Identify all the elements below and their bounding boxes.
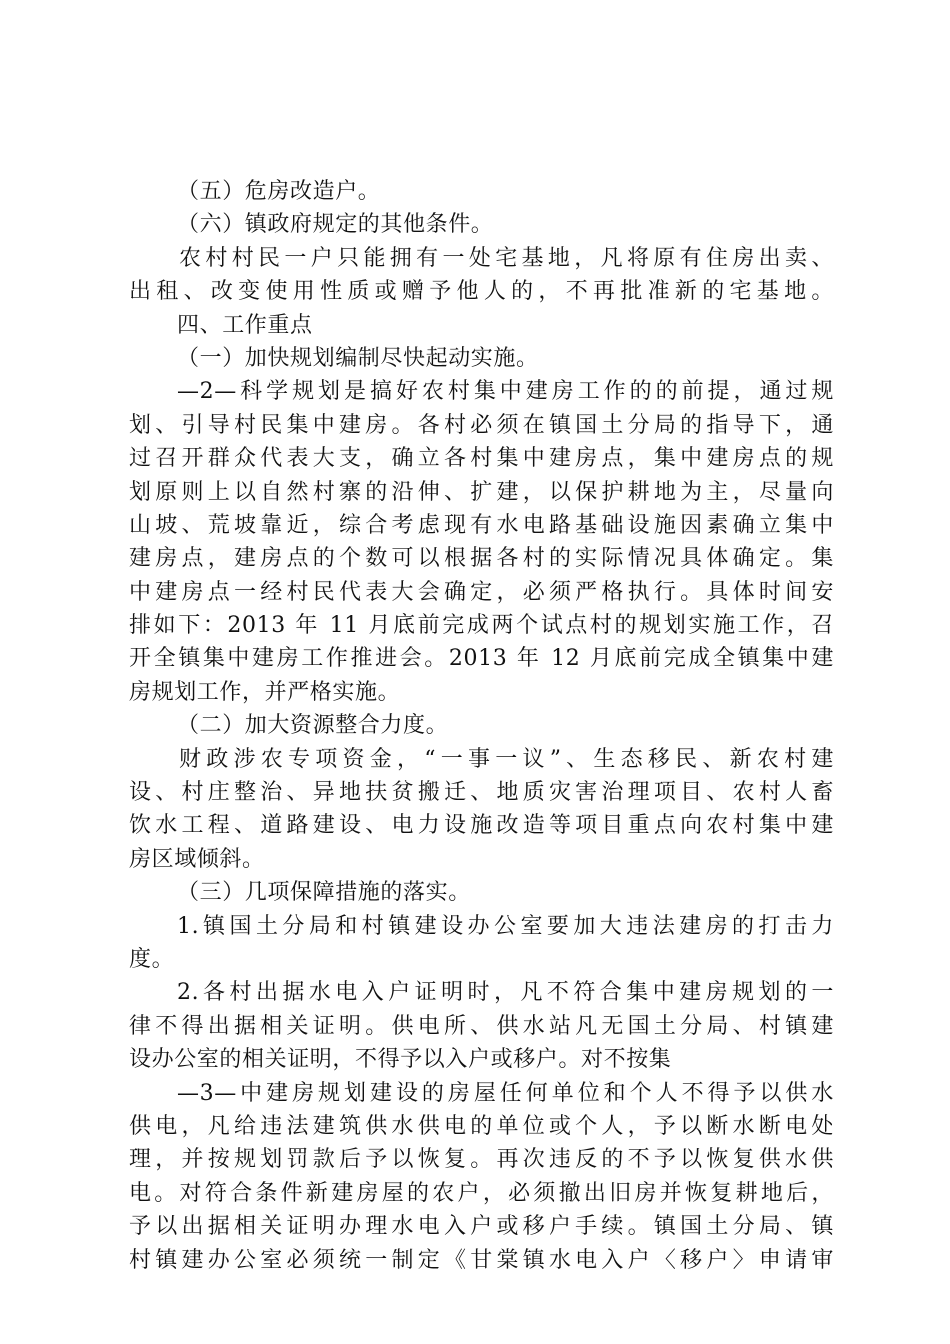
paragraph-line: 房区域倾斜。 [129,846,265,872]
list-item-five: （五）危房改造户。 [177,179,381,204]
paragraph-line: —3—中建房规划建设的房屋任何单位和个人不得予以供水 [177,1080,834,1106]
paragraph-line: 划原则上以自然村寨的沿伸、扩建，以保护耕地为主，尽量向 [129,479,834,505]
subsection-heading-three: （三）几项保障措施的落实。 [177,880,471,906]
paragraph-line: 予以出据相关证明办理水电入户或移户手续。镇国土分局、镇 [129,1214,834,1240]
list-item-six: （六）镇政府规定的其他条件。 [177,212,494,238]
paragraph-line: 村镇建办公室必须统一制定《甘棠镇水电入户〈移户〉申请审 [129,1247,834,1273]
paragraph-line: 度。 [129,946,175,972]
document-body [129,175,834,1277]
paragraph-line: 律不得出据相关证明。供电所、供水站凡无国土分局、村镇建 [129,1013,834,1039]
section-heading-four: 四、工作重点 [177,312,313,338]
paragraph-line: 设办公室的相关证明，不得予以入户或移户。对不按集 [129,1047,672,1073]
paragraph-line: 设、村庄整治、异地扶贫搬迁、地质灾害治理项目、农村人畜 [129,780,834,806]
paragraph-line: 农村村民一户只能拥有一处宅基地，凡将原有住房出卖、 [179,245,834,271]
paragraph-line: 理，并按规划罚款后予以恢复。再次违反的不予以恢复供水供 [129,1147,834,1173]
paragraph-line: 中建房点一经村民代表大会确定，必须严格执行。具体时间安 [129,579,834,605]
paragraph-line: 电。对符合条件新建房屋的农户，必须撤出旧房并恢复耕地后， [129,1180,834,1206]
paragraph-line: 过召开群众代表大支，确立各村集中建房点，集中建房点的规 [129,446,834,472]
paragraph-line: 排如下：2013 年 11 月底前完成两个试点村的规划实施工作，召 [129,613,834,639]
paragraph-line: 出租、改变使用性质或赠予他人的，不再批准新的宅基地。 [129,279,834,305]
paragraph-line: 供电，凡给违法建筑供水供电的单位或个人，予以断水断电处 [129,1113,834,1139]
paragraph-line: 饮水工程、道路建设、电力设施改造等项目重点向农村集中建 [129,813,834,839]
paragraph-line: 开全镇集中建房工作推进会。2013 年 12 月底前完成全镇集中建 [129,646,834,672]
paragraph-line: —2—科学规划是搞好农村集中建房工作的的前提，通过规 [177,379,834,405]
paragraph-line: 划、引导村民集中建房。各村必须在镇国土分局的指导下，通 [129,412,834,438]
paragraph-line: 1.镇国土分局和村镇建设办公室要加大违法建房的打击力 [177,913,834,939]
paragraph-line: 建房点，建房点的个数可以根据各村的实际情况具体确定。集 [129,546,834,572]
paragraph-line: 房规划工作，并严格实施。 [129,679,401,705]
subsection-heading-one: （一）加快规划编制尽快起动实施。 [177,345,539,371]
paragraph-line: 山坡、荒坡靠近，综合考虑现有水电路基础设施因素确立集中 [129,512,834,538]
paragraph-line: 2.各村出据水电入户证明时，凡不符合集中建房规划的一 [177,980,834,1006]
subsection-heading-two: （二）加大资源整合力度。 [177,713,449,739]
paragraph-line: 财政涉农专项资金，“一事一议”、生态移民、新农村建 [179,746,834,772]
